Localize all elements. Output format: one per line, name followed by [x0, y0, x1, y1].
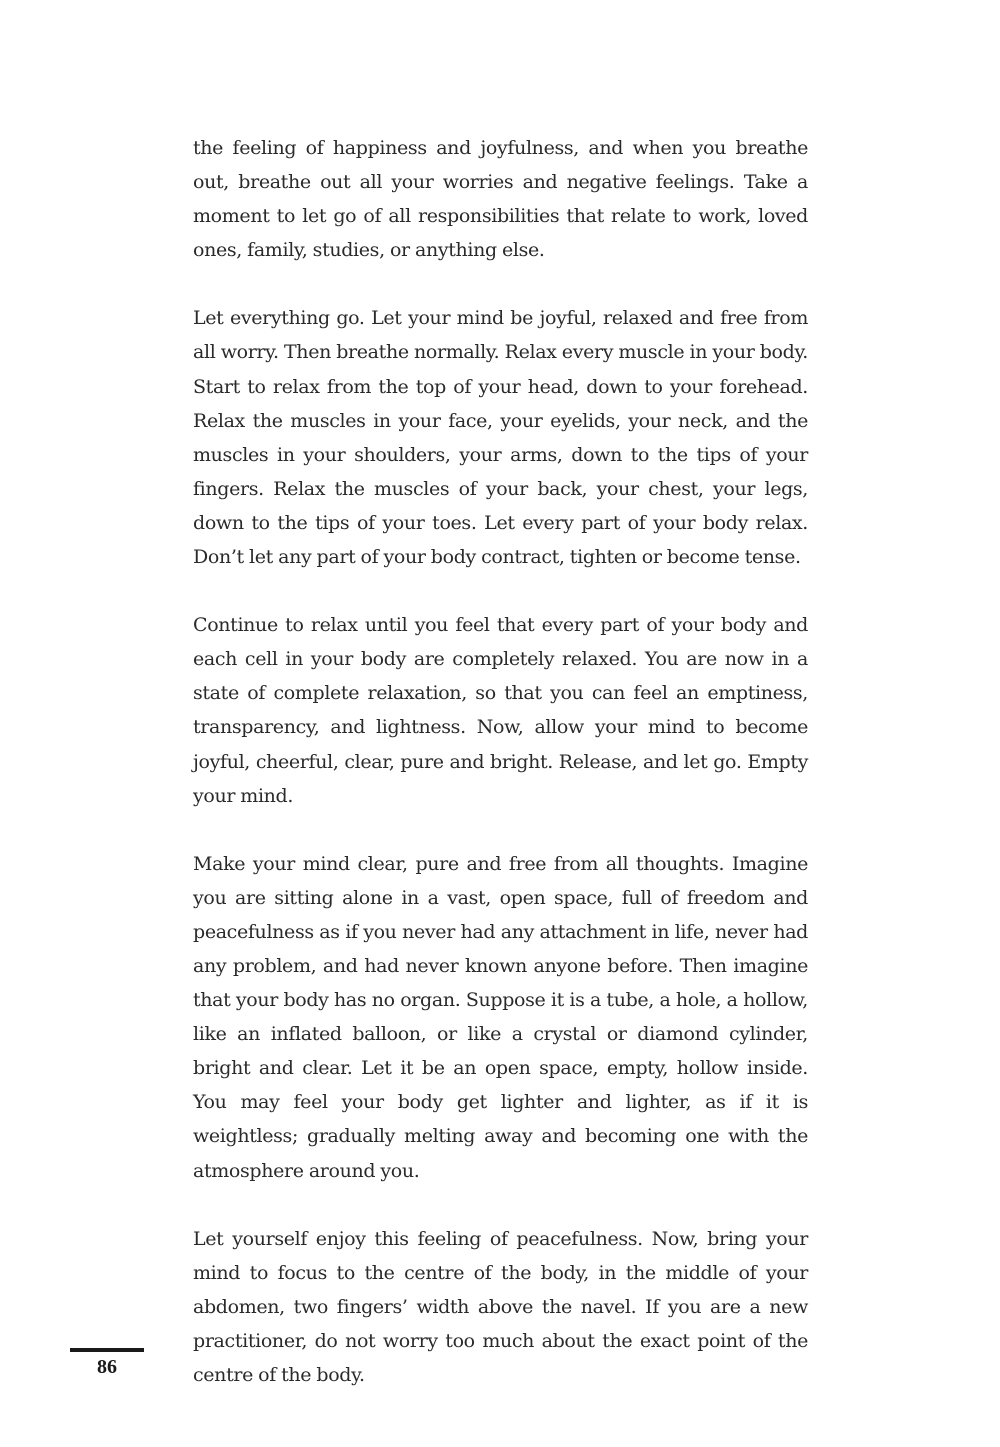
page-body-text [193, 131, 808, 1392]
paragraph-2: Let everything go. Let your mind be joyful, relaxed and free from all worry. Then breathe normally. Relax every muscle in your body. Start to relax from the top of your head, down to your forehead. Relax the muscles in your face, your eyelids, your neck, and the muscles in your shoulders, your arms, down to the tips of your fingers. Relax the muscles of your back, your chest, your legs, down to the tips of your toes. Let every part of your body relax. Don’t let any part of your body contract, tighten or become tense. [193, 307, 808, 569]
paragraph-3: Continue to relax until you feel that every part of your body and each cell in your body are completely relaxed. You are now in a state of complete relaxation, so that you can feel an emptiness, transparency, and lightness. Now, allow your mind to become joyful, cheerful, clear, pure and bright. Release, and let go. Empty your mind. [193, 614, 808, 807]
page-number: 86 [97, 1356, 117, 1378]
paragraph-1: the feeling of happiness and joyfulness, and when you breathe out, breathe out all your worries and negative feelings. Take a moment to let go of all responsibilities that relate to work, loved ones, family, studies, or anything else. [193, 137, 808, 262]
paragraph-5: Let yourself enjoy this feeling of peacefulness. Now, bring your mind to focus to the centre of the body, in the middle of your abdomen, two fingers’ width above the navel. If you are a new practitioner, do not worry too much about the exact point of the centre of the body. [193, 1227, 808, 1386]
paragraph-4: Make your mind clear, pure and free from all thoughts. Imagine you are sitting alone in a vast, open space, full of freedom and peacefulness as if you never had any attachment in life, never had any problem, and had never known anyone before. Then imagine that your body has no organ. Suppose it is a tube, a hole, a hollow, like an inflated balloon, or like a crystal or diamond cylinder, bright and clear. Let it be an open space, empty, hollow inside. You may feel your body get lighter and lighter, as if it is weightless; gradually melting away and becoming one with the atmosphere around you. [193, 852, 808, 1182]
page-number-rule [70, 1348, 144, 1352]
